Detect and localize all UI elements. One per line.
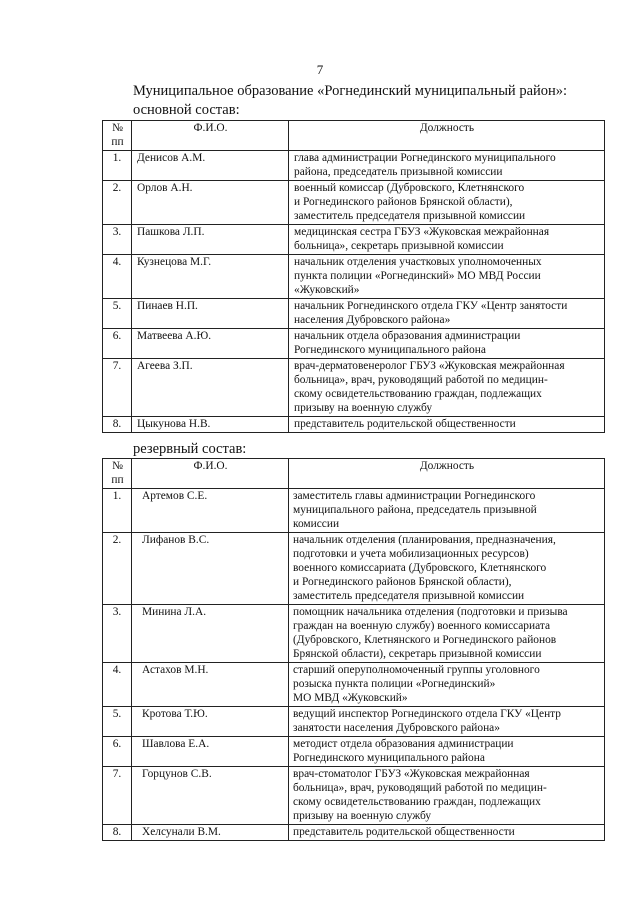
table-row bbox=[103, 417, 605, 433]
table-row bbox=[103, 359, 605, 417]
table-row bbox=[103, 151, 605, 181]
header-number: № пп bbox=[103, 121, 132, 151]
row-full-name: Орлов А.Н. bbox=[132, 181, 289, 225]
row-number: 1. bbox=[103, 489, 132, 533]
table-header-row bbox=[103, 121, 605, 151]
row-position: врач-дерматовенеролог ГБУЗ «Жуковская межрайонная больница», врач, руководящий работой по медицин- скому освидетельствованию граждан, подлежащих призыву на военную службу bbox=[289, 359, 605, 417]
row-position: помощник начальника отделения (подготовки и призыва граждан на военную службу) военного комиссариата (Дубровского, Клетнянского и Рогнединского районов Брянской области), секретарь призывной комиссии bbox=[289, 605, 605, 663]
table-row bbox=[103, 489, 605, 533]
row-full-name: Артемов С.Е. bbox=[132, 489, 289, 533]
table-row bbox=[103, 663, 605, 707]
reserve-composition-table bbox=[102, 458, 605, 841]
row-full-name: Горцунов С.В. bbox=[132, 767, 289, 825]
row-number: 2. bbox=[103, 181, 132, 225]
main-composition-table bbox=[102, 120, 605, 433]
row-full-name: Агеева З.П. bbox=[132, 359, 289, 417]
row-position: военный комиссар (Дубровского, Клетнянского и Рогнединского районов Брянской области), заместитель председателя призывной комиссии bbox=[289, 181, 605, 225]
row-full-name: Пинаев Н.П. bbox=[132, 299, 289, 329]
row-full-name: Матвеева А.Ю. bbox=[132, 329, 289, 359]
row-number: 5. bbox=[103, 707, 132, 737]
row-full-name: Астахов М.Н. bbox=[132, 663, 289, 707]
row-number: 7. bbox=[103, 767, 132, 825]
row-number: 5. bbox=[103, 299, 132, 329]
table-row bbox=[103, 707, 605, 737]
row-number: 4. bbox=[103, 663, 132, 707]
header-full-name: Ф.И.О. bbox=[132, 459, 289, 489]
municipality-title: Муниципальное образование «Рогнединский муниципальный район»: bbox=[133, 83, 568, 99]
header-number: № пп bbox=[103, 459, 132, 489]
row-position: начальник отделения участковых уполномоченных пункта полиции «Рогнединский» МО МВД России «Жуковский» bbox=[289, 255, 605, 299]
row-full-name: Цыкунова Н.В. bbox=[132, 417, 289, 433]
header-position: Должность bbox=[289, 121, 605, 151]
header-position: Должность bbox=[289, 459, 605, 489]
page-number: 7 bbox=[316, 62, 324, 77]
row-number: 3. bbox=[103, 605, 132, 663]
row-position: заместитель главы администрации Рогнединского муниципального района, председатель призывной комиссии bbox=[289, 489, 605, 533]
reserve-composition-label: резервный состав: bbox=[133, 441, 247, 457]
row-full-name: Шавлова Е.А. bbox=[132, 737, 289, 767]
table-row bbox=[103, 299, 605, 329]
row-number: 6. bbox=[103, 329, 132, 359]
row-full-name: Хелсунали В.М. bbox=[132, 825, 289, 841]
row-number: 2. bbox=[103, 533, 132, 605]
row-number: 4. bbox=[103, 255, 132, 299]
row-position: представитель родительской общественности bbox=[289, 825, 605, 841]
row-full-name: Кузнецова М.Г. bbox=[132, 255, 289, 299]
row-position: начальник отдела образования администрации Рогнединского муниципального района bbox=[289, 329, 605, 359]
row-number: 7. bbox=[103, 359, 132, 417]
row-full-name: Минина Л.А. bbox=[132, 605, 289, 663]
row-number: 8. bbox=[103, 417, 132, 433]
row-position: глава администрации Рогнединского муниципального района, председатель призывной комиссии bbox=[289, 151, 605, 181]
row-position: начальник отделения (планирования, предназначения, подготовки и учета мобилизационных ресурсов) военного комиссариата (Дубровского, Клетнянского и Рогнединского районов Брянской области), заместитель председателя призывной комиссии bbox=[289, 533, 605, 605]
main-composition-label: основной состав: bbox=[133, 102, 240, 118]
table-header-row bbox=[103, 459, 605, 489]
table-row bbox=[103, 225, 605, 255]
row-position: методист отдела образования администрации Рогнединского муниципального района bbox=[289, 737, 605, 767]
table-row bbox=[103, 605, 605, 663]
row-full-name: Пашкова Л.П. bbox=[132, 225, 289, 255]
row-position: старший оперуполномоченный группы уголовного розыска пункта полиции «Рогнединский» МО МВД «Жуковский» bbox=[289, 663, 605, 707]
table-row bbox=[103, 255, 605, 299]
row-position: медицинская сестра ГБУЗ «Жуковская межрайонная больница», секретарь призывной комиссии bbox=[289, 225, 605, 255]
row-position: начальник Рогнединского отдела ГКУ «Центр занятости населения Дубровского района» bbox=[289, 299, 605, 329]
row-position: ведущий инспектор Рогнединского отдела ГКУ «Центр занятости населения Дубровского района» bbox=[289, 707, 605, 737]
table-row bbox=[103, 767, 605, 825]
row-number: 1. bbox=[103, 151, 132, 181]
row-number: 3. bbox=[103, 225, 132, 255]
row-full-name: Денисов А.М. bbox=[132, 151, 289, 181]
row-number: 6. bbox=[103, 737, 132, 767]
row-position: представитель родительской общественности bbox=[289, 417, 605, 433]
table-row bbox=[103, 737, 605, 767]
table-row bbox=[103, 533, 605, 605]
table-row bbox=[103, 825, 605, 841]
row-full-name: Кротова Т.Ю. bbox=[132, 707, 289, 737]
row-number: 8. bbox=[103, 825, 132, 841]
row-position: врач-стоматолог ГБУЗ «Жуковская межрайонная больница», врач, руководящий работой по медицин- скому освидетельствованию граждан, подлежащих призыву на военную службу bbox=[289, 767, 605, 825]
header-full-name: Ф.И.О. bbox=[132, 121, 289, 151]
row-full-name: Лифанов В.С. bbox=[132, 533, 289, 605]
table-row bbox=[103, 181, 605, 225]
table-row bbox=[103, 329, 605, 359]
